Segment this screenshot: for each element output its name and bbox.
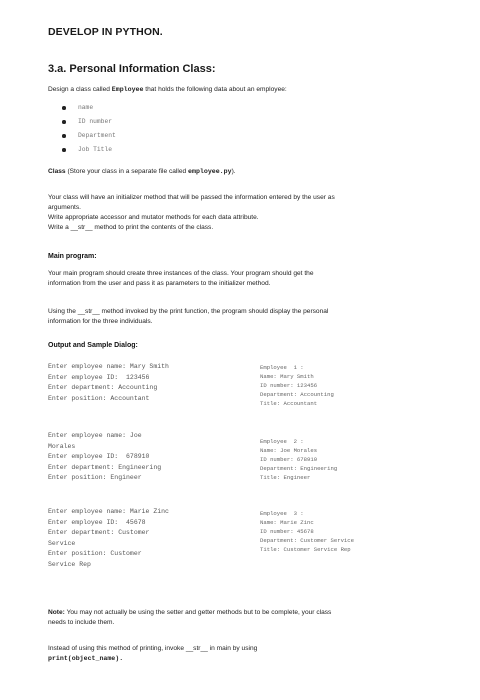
section-title: 3.a. Personal Information Class: [48, 63, 216, 75]
paragraph-line: arguments. [48, 204, 81, 211]
field-name: Department [78, 132, 116, 139]
bullet-icon [62, 148, 66, 152]
paragraph-line: Instead of using this method of printing, invoke __str__ in main by using [48, 645, 258, 652]
using-str-text [48, 307, 328, 327]
bullet-icon [62, 120, 66, 124]
bullet-icon [62, 106, 66, 110]
paragraph-line: Using the __str__ method invoked by the print function, the program should display the personal [48, 308, 329, 315]
intro-post: that holds the following data about an employee: [143, 86, 287, 93]
field-name: ID number [78, 118, 113, 125]
note-label: Note: [48, 609, 65, 616]
main-program-text [48, 269, 314, 289]
list-item [62, 101, 116, 115]
paragraph-line: Write a __str__ method to print the contents of the class. [48, 224, 214, 231]
print-code: print(object_name). [48, 655, 124, 662]
init-paragraph [48, 193, 335, 233]
bullet-icon [62, 134, 66, 138]
main-program-heading: Main program: [48, 253, 97, 260]
output-heading: Output and Sample Dialog: [48, 342, 138, 349]
dialog-output-2: Employee 2 : Name: Joe Morales ID number: 678910 Department: Engineering Title: Engineer [260, 438, 338, 481]
paragraph-line: Your class will have an initializer method that will be passed the information entered by the user as [48, 194, 335, 201]
instead-text [48, 644, 257, 664]
dialog-input-3: Enter employee name: Marie Zinc Enter employee ID: 45678 Enter department: Customer Service Enter position: Customer Service Rep [48, 508, 169, 568]
class-note-text: (Store your class in a separate file called [65, 168, 189, 175]
intro-class-name: Employee [111, 86, 144, 93]
paragraph-line: information for the three individuals. [48, 318, 153, 325]
class-note-filename: employee.py [188, 168, 232, 175]
class-note [48, 167, 236, 177]
list-item [62, 143, 116, 157]
field-name: Job Title [78, 146, 113, 153]
paragraph-line: You may not actually be using the setter and getter methods but to be complete, your class [66, 609, 332, 616]
dialog-output-1: Employee 1 : Name: Mary Smith ID number: 123456 Department: Accounting Title: Accountant [260, 364, 334, 407]
paragraph-line: information from the user and pass it as parameters to the initializer method. [48, 280, 271, 287]
intro-text [48, 85, 287, 95]
note-line-1 [48, 608, 331, 618]
intro-pre: Design a class called [48, 86, 112, 93]
field-name: name [78, 104, 94, 111]
list-item [62, 129, 116, 143]
note-text [48, 608, 331, 628]
field-list [62, 101, 116, 157]
class-note-end: ). [231, 168, 236, 175]
paragraph-line: needs to include them. [48, 619, 115, 626]
dialog-output-3: Employee 3 : Name: Marie Zinc ID number: 45678 Department: Customer Service Title: Customer Service Rep [260, 510, 354, 553]
dialog-input-1: Enter employee name: Mary Smith Enter employee ID: 123456 Enter department: Accounting Enter position: Accountant [48, 363, 169, 402]
class-note-label: Class [48, 168, 66, 175]
page-title: DEVELOP IN PYTHON. [48, 26, 163, 38]
list-item [62, 115, 116, 129]
dialog-input-2: Enter employee name: Joe Morales Enter employee ID: 678910 Enter department: Engineering Enter position: Engineer [48, 432, 162, 481]
paragraph-line: Your main program should create three instances of the class. Your program should get the [48, 270, 314, 277]
paragraph-line: Write appropriate accessor and mutator methods for each data attribute. [48, 214, 259, 221]
